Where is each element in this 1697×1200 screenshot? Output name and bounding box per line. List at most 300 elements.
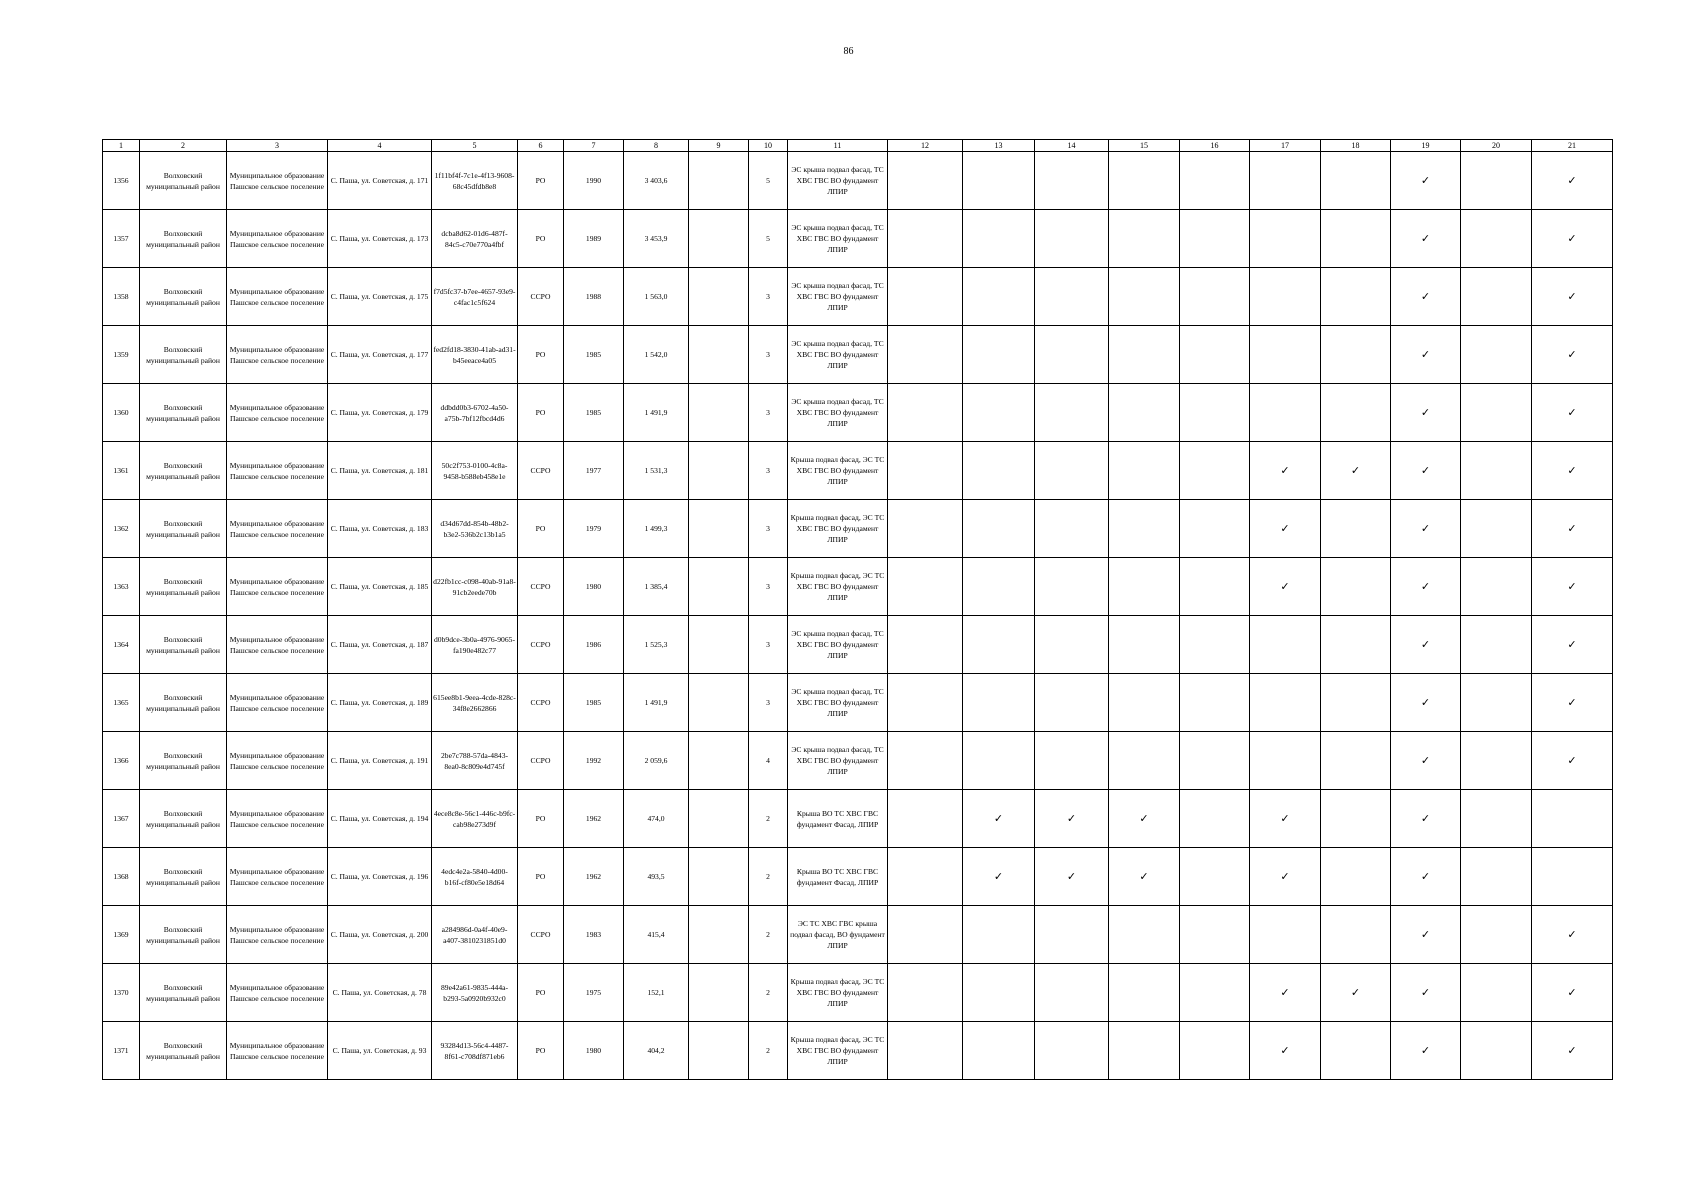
- col18-cell: [1321, 268, 1391, 326]
- col19-cell: ✓: [1391, 616, 1461, 674]
- table-row: [103, 558, 1613, 616]
- table-row: [103, 906, 1613, 964]
- table-row: [103, 732, 1613, 790]
- floors-cell: 3: [749, 616, 788, 674]
- col16-cell: [1180, 268, 1250, 326]
- floors-cell: 3: [749, 326, 788, 384]
- col15-cell: [1109, 1022, 1180, 1080]
- ownership-cell: РО: [518, 1022, 564, 1080]
- col16-cell: [1180, 616, 1250, 674]
- row-number-cell: 1364: [103, 616, 140, 674]
- col9-cell: [689, 848, 749, 906]
- col13-cell: [963, 616, 1035, 674]
- district-cell: Волховский муниципальный район: [140, 1022, 227, 1080]
- district-cell: Волховский муниципальный район: [140, 326, 227, 384]
- area-cell: 2 059,6: [624, 732, 689, 790]
- address-cell: С. Паша, ул. Советская, д. 189: [328, 674, 432, 732]
- col9-cell: [689, 964, 749, 1022]
- district-cell: Волховский муниципальный район: [140, 558, 227, 616]
- district-cell: Волховский муниципальный район: [140, 500, 227, 558]
- municipality-cell: Муниципальное образование Пашское сельское поселение: [227, 384, 328, 442]
- year-cell: 1980: [564, 558, 624, 616]
- table-row: [103, 384, 1613, 442]
- col18-cell: [1321, 906, 1391, 964]
- col21-cell: ✓: [1532, 326, 1613, 384]
- col12-cell: [888, 558, 963, 616]
- col9-cell: [689, 210, 749, 268]
- col18-cell: [1321, 210, 1391, 268]
- district-cell: Волховский муниципальный район: [140, 268, 227, 326]
- works-list-cell: Крыша подвал фасад, ЭС ТС ХВС ГВС ВО фундамент ЛПИР: [788, 964, 888, 1022]
- col18-cell: [1321, 732, 1391, 790]
- works-list-cell: ЭС крыша подвал фасад, ТС ХВС ГВС ВО фундамент ЛПИР: [788, 616, 888, 674]
- row-number-cell: 1366: [103, 732, 140, 790]
- col14-cell: [1035, 558, 1109, 616]
- col12-cell: [888, 210, 963, 268]
- col9-cell: [689, 558, 749, 616]
- row-number-cell: 1361: [103, 442, 140, 500]
- col21-cell: ✓: [1532, 384, 1613, 442]
- col21-cell: ✓: [1532, 732, 1613, 790]
- table-row: [103, 964, 1613, 1022]
- row-number-cell: 1362: [103, 500, 140, 558]
- col18-cell: [1321, 790, 1391, 848]
- col21-cell: [1532, 848, 1613, 906]
- col20-cell: [1461, 558, 1532, 616]
- col21-cell: ✓: [1532, 616, 1613, 674]
- col13-cell: [963, 152, 1035, 210]
- col16-cell: [1180, 732, 1250, 790]
- col18-cell: [1321, 848, 1391, 906]
- col14-cell: [1035, 152, 1109, 210]
- floors-cell: 4: [749, 732, 788, 790]
- area-cell: 1 531,3: [624, 442, 689, 500]
- col19-cell: ✓: [1391, 500, 1461, 558]
- table-row: [103, 326, 1613, 384]
- column-number-header: 19: [1391, 140, 1461, 152]
- municipality-cell: Муниципальное образование Пашское сельское поселение: [227, 964, 328, 1022]
- col15-cell: [1109, 674, 1180, 732]
- col16-cell: [1180, 152, 1250, 210]
- row-number-cell: 1357: [103, 210, 140, 268]
- col19-cell: ✓: [1391, 442, 1461, 500]
- column-number-header: 9: [689, 140, 749, 152]
- house-uid-cell: 2be7c788-57da-4843-8ea0-8c809e4d745f: [432, 732, 518, 790]
- column-number-header: 7: [564, 140, 624, 152]
- floors-cell: 3: [749, 384, 788, 442]
- year-cell: 1988: [564, 268, 624, 326]
- works-list-cell: Крыша подвал фасад, ЭС ТС ХВС ГВС ВО фундамент ЛПИР: [788, 558, 888, 616]
- house-uid-cell: 4ece8c8e-56c1-446c-b9fc-cab98e273d9f: [432, 790, 518, 848]
- address-cell: С. Паша, ул. Советская, д. 200: [328, 906, 432, 964]
- year-cell: 1962: [564, 790, 624, 848]
- col15-cell: [1109, 732, 1180, 790]
- col21-cell: ✓: [1532, 906, 1613, 964]
- col21-cell: ✓: [1532, 558, 1613, 616]
- works-list-cell: ЭС крыша подвал фасад, ТС ХВС ГВС ВО фундамент ЛПИР: [788, 326, 888, 384]
- col14-cell: ✓: [1035, 790, 1109, 848]
- col13-cell: [963, 326, 1035, 384]
- column-number-header: 2: [140, 140, 227, 152]
- col12-cell: [888, 906, 963, 964]
- col17-cell: [1250, 210, 1321, 268]
- col13-cell: ✓: [963, 848, 1035, 906]
- col9-cell: [689, 384, 749, 442]
- works-list-cell: ЭС крыша подвал фасад, ТС ХВС ГВС ВО фундамент ЛПИР: [788, 732, 888, 790]
- col16-cell: [1180, 500, 1250, 558]
- col12-cell: [888, 790, 963, 848]
- col19-cell: ✓: [1391, 906, 1461, 964]
- col15-cell: [1109, 152, 1180, 210]
- col15-cell: [1109, 964, 1180, 1022]
- table-row: [103, 152, 1613, 210]
- works-list-cell: Крыша подвал фасад, ЭС ТС ХВС ГВС ВО фундамент ЛПИР: [788, 500, 888, 558]
- municipality-cell: Муниципальное образование Пашское сельское поселение: [227, 500, 328, 558]
- ownership-cell: ССРО: [518, 616, 564, 674]
- house-uid-cell: 1f11bf4f-7c1e-4f13-9608-68c45dfdb8e8: [432, 152, 518, 210]
- ownership-cell: РО: [518, 384, 564, 442]
- col9-cell: [689, 732, 749, 790]
- col14-cell: [1035, 616, 1109, 674]
- col16-cell: [1180, 674, 1250, 732]
- municipality-cell: Муниципальное образование Пашское сельское поселение: [227, 210, 328, 268]
- col9-cell: [689, 326, 749, 384]
- district-cell: Волховский муниципальный район: [140, 848, 227, 906]
- address-cell: С. Паша, ул. Советская, д. 93: [328, 1022, 432, 1080]
- col18-cell: ✓: [1321, 442, 1391, 500]
- col21-cell: [1532, 790, 1613, 848]
- col12-cell: [888, 848, 963, 906]
- house-uid-cell: d0b9dce-3b0a-4976-9065-fa190e482c77: [432, 616, 518, 674]
- floors-cell: 5: [749, 152, 788, 210]
- works-list-cell: Крыша ВО ТС ХВС ГВС фундамент Фасад, ЛПИР: [788, 790, 888, 848]
- area-cell: 1 491,9: [624, 674, 689, 732]
- col17-cell: [1250, 674, 1321, 732]
- area-cell: 1 491,9: [624, 384, 689, 442]
- col16-cell: [1180, 558, 1250, 616]
- col18-cell: [1321, 616, 1391, 674]
- column-number-header: 10: [749, 140, 788, 152]
- col18-cell: [1321, 558, 1391, 616]
- column-number-header: 1: [103, 140, 140, 152]
- works-list-cell: Крыша подвал фасад, ЭС ТС ХВС ГВС ВО фундамент ЛПИР: [788, 1022, 888, 1080]
- district-cell: Волховский муниципальный район: [140, 384, 227, 442]
- col21-cell: ✓: [1532, 442, 1613, 500]
- area-cell: 415,4: [624, 906, 689, 964]
- col12-cell: [888, 442, 963, 500]
- col13-cell: [963, 442, 1035, 500]
- col15-cell: [1109, 500, 1180, 558]
- ownership-cell: ССРО: [518, 558, 564, 616]
- col20-cell: [1461, 268, 1532, 326]
- house-uid-cell: d22fb1cc-c098-40ab-91a8-91cb2eede70b: [432, 558, 518, 616]
- row-number-cell: 1359: [103, 326, 140, 384]
- district-cell: Волховский муниципальный район: [140, 210, 227, 268]
- area-cell: 3 453,9: [624, 210, 689, 268]
- col19-cell: ✓: [1391, 732, 1461, 790]
- house-uid-cell: ddbdd0b3-6702-4a50-a75b-7bf12fbcd4d6: [432, 384, 518, 442]
- col17-cell: ✓: [1250, 1022, 1321, 1080]
- floors-cell: 3: [749, 500, 788, 558]
- col14-cell: ✓: [1035, 848, 1109, 906]
- municipality-cell: Муниципальное образование Пашское сельское поселение: [227, 1022, 328, 1080]
- col9-cell: [689, 442, 749, 500]
- col15-cell: [1109, 210, 1180, 268]
- area-cell: 1 499,3: [624, 500, 689, 558]
- housing-register-table: [102, 139, 1613, 1080]
- col16-cell: [1180, 906, 1250, 964]
- col12-cell: [888, 152, 963, 210]
- col17-cell: ✓: [1250, 558, 1321, 616]
- ownership-cell: РО: [518, 326, 564, 384]
- col17-cell: ✓: [1250, 442, 1321, 500]
- works-list-cell: ЭС крыша подвал фасад, ТС ХВС ГВС ВО фундамент ЛПИР: [788, 210, 888, 268]
- ownership-cell: РО: [518, 152, 564, 210]
- year-cell: 1990: [564, 152, 624, 210]
- area-cell: 1 385,4: [624, 558, 689, 616]
- col19-cell: ✓: [1391, 384, 1461, 442]
- area-cell: 1 542,0: [624, 326, 689, 384]
- col20-cell: [1461, 616, 1532, 674]
- table-row: [103, 790, 1613, 848]
- column-number-header: 20: [1461, 140, 1532, 152]
- col9-cell: [689, 906, 749, 964]
- col17-cell: [1250, 326, 1321, 384]
- row-number-cell: 1358: [103, 268, 140, 326]
- municipality-cell: Муниципальное образование Пашское сельское поселение: [227, 268, 328, 326]
- address-cell: С. Паша, ул. Советская, д. 173: [328, 210, 432, 268]
- col17-cell: [1250, 152, 1321, 210]
- district-cell: Волховский муниципальный район: [140, 442, 227, 500]
- district-cell: Волховский муниципальный район: [140, 152, 227, 210]
- table-row: [103, 442, 1613, 500]
- col16-cell: [1180, 848, 1250, 906]
- col15-cell: [1109, 616, 1180, 674]
- table-row: [103, 616, 1613, 674]
- address-cell: С. Паша, ул. Советская, д. 171: [328, 152, 432, 210]
- col16-cell: [1180, 384, 1250, 442]
- col19-cell: ✓: [1391, 558, 1461, 616]
- col18-cell: [1321, 326, 1391, 384]
- ownership-cell: ССРО: [518, 442, 564, 500]
- col12-cell: [888, 326, 963, 384]
- col20-cell: [1461, 442, 1532, 500]
- year-cell: 1979: [564, 500, 624, 558]
- municipality-cell: Муниципальное образование Пашское сельское поселение: [227, 674, 328, 732]
- row-number-cell: 1356: [103, 152, 140, 210]
- district-cell: Волховский муниципальный район: [140, 964, 227, 1022]
- address-cell: С. Паша, ул. Советская, д. 194: [328, 790, 432, 848]
- col13-cell: [963, 906, 1035, 964]
- col20-cell: [1461, 906, 1532, 964]
- col13-cell: [963, 558, 1035, 616]
- col19-cell: ✓: [1391, 1022, 1461, 1080]
- row-number-cell: 1369: [103, 906, 140, 964]
- col14-cell: [1035, 906, 1109, 964]
- house-uid-cell: 4edc4e2a-5840-4d00-b16f-cf80e5e18d64: [432, 848, 518, 906]
- address-cell: С. Паша, ул. Советская, д. 181: [328, 442, 432, 500]
- district-cell: Волховский муниципальный район: [140, 906, 227, 964]
- area-cell: 1 525,3: [624, 616, 689, 674]
- municipality-cell: Муниципальное образование Пашское сельское поселение: [227, 906, 328, 964]
- district-cell: Волховский муниципальный район: [140, 674, 227, 732]
- house-uid-cell: f7d5fc37-b7ee-4657-93e9-c4fac1c5f624: [432, 268, 518, 326]
- col20-cell: [1461, 674, 1532, 732]
- address-cell: С. Паша, ул. Советская, д. 187: [328, 616, 432, 674]
- col18-cell: [1321, 500, 1391, 558]
- year-cell: 1980: [564, 1022, 624, 1080]
- col17-cell: ✓: [1250, 790, 1321, 848]
- ownership-cell: РО: [518, 210, 564, 268]
- col20-cell: [1461, 848, 1532, 906]
- address-cell: С. Паша, ул. Советская, д. 78: [328, 964, 432, 1022]
- column-number-header: 12: [888, 140, 963, 152]
- col14-cell: [1035, 732, 1109, 790]
- col18-cell: [1321, 1022, 1391, 1080]
- col20-cell: [1461, 964, 1532, 1022]
- col15-cell: [1109, 906, 1180, 964]
- col20-cell: [1461, 732, 1532, 790]
- col21-cell: ✓: [1532, 152, 1613, 210]
- row-number-cell: 1368: [103, 848, 140, 906]
- ownership-cell: ССРО: [518, 906, 564, 964]
- floors-cell: 3: [749, 558, 788, 616]
- col21-cell: ✓: [1532, 210, 1613, 268]
- column-number-header: 4: [328, 140, 432, 152]
- col18-cell: [1321, 674, 1391, 732]
- col15-cell: ✓: [1109, 848, 1180, 906]
- col19-cell: ✓: [1391, 268, 1461, 326]
- column-number-header: 3: [227, 140, 328, 152]
- row-number-cell: 1370: [103, 964, 140, 1022]
- column-number-header: 5: [432, 140, 518, 152]
- house-uid-cell: 93284d13-56c4-4487-8f61-c708df871eb6: [432, 1022, 518, 1080]
- col17-cell: [1250, 384, 1321, 442]
- municipality-cell: Муниципальное образование Пашское сельское поселение: [227, 616, 328, 674]
- col13-cell: [963, 674, 1035, 732]
- floors-cell: 2: [749, 848, 788, 906]
- address-cell: С. Паша, ул. Советская, д. 196: [328, 848, 432, 906]
- col20-cell: [1461, 500, 1532, 558]
- column-number-header: 18: [1321, 140, 1391, 152]
- district-cell: Волховский муниципальный район: [140, 790, 227, 848]
- ownership-cell: РО: [518, 790, 564, 848]
- col14-cell: [1035, 1022, 1109, 1080]
- table-row: [103, 500, 1613, 558]
- area-cell: 152,1: [624, 964, 689, 1022]
- address-cell: С. Паша, ул. Советская, д. 191: [328, 732, 432, 790]
- table-row: [103, 268, 1613, 326]
- address-cell: С. Паша, ул. Советская, д. 179: [328, 384, 432, 442]
- year-cell: 1989: [564, 210, 624, 268]
- col14-cell: [1035, 674, 1109, 732]
- area-cell: 3 403,6: [624, 152, 689, 210]
- col21-cell: ✓: [1532, 1022, 1613, 1080]
- col19-cell: ✓: [1391, 848, 1461, 906]
- col12-cell: [888, 616, 963, 674]
- col19-cell: ✓: [1391, 790, 1461, 848]
- municipality-cell: Муниципальное образование Пашское сельское поселение: [227, 152, 328, 210]
- col13-cell: [963, 268, 1035, 326]
- col13-cell: [963, 384, 1035, 442]
- col20-cell: [1461, 210, 1532, 268]
- col20-cell: [1461, 384, 1532, 442]
- col12-cell: [888, 732, 963, 790]
- ownership-cell: ССРО: [518, 732, 564, 790]
- col16-cell: [1180, 210, 1250, 268]
- col9-cell: [689, 616, 749, 674]
- row-number-cell: 1360: [103, 384, 140, 442]
- col14-cell: [1035, 500, 1109, 558]
- column-number-header: 17: [1250, 140, 1321, 152]
- col12-cell: [888, 964, 963, 1022]
- col17-cell: [1250, 906, 1321, 964]
- col15-cell: [1109, 384, 1180, 442]
- works-list-cell: ЭС крыша подвал фасад, ТС ХВС ГВС ВО фундамент ЛПИР: [788, 674, 888, 732]
- floors-cell: 5: [749, 210, 788, 268]
- municipality-cell: Муниципальное образование Пашское сельское поселение: [227, 732, 328, 790]
- area-cell: 404,2: [624, 1022, 689, 1080]
- col19-cell: ✓: [1391, 210, 1461, 268]
- col13-cell: ✓: [963, 790, 1035, 848]
- row-number-cell: 1367: [103, 790, 140, 848]
- col12-cell: [888, 268, 963, 326]
- col12-cell: [888, 500, 963, 558]
- house-uid-cell: 615ee8b1-9eea-4cde-828c-34f8e2662866: [432, 674, 518, 732]
- floors-cell: 3: [749, 674, 788, 732]
- col17-cell: ✓: [1250, 848, 1321, 906]
- column-number-header: 13: [963, 140, 1035, 152]
- col16-cell: [1180, 442, 1250, 500]
- col20-cell: [1461, 790, 1532, 848]
- house-uid-cell: fed2fd18-3830-41ab-ad31-b45eeace4a05: [432, 326, 518, 384]
- col20-cell: [1461, 1022, 1532, 1080]
- col14-cell: [1035, 326, 1109, 384]
- house-uid-cell: dcba8d62-01d6-487f-84c5-c70e770a4fbf: [432, 210, 518, 268]
- floors-cell: 3: [749, 442, 788, 500]
- floors-cell: 2: [749, 1022, 788, 1080]
- col19-cell: ✓: [1391, 152, 1461, 210]
- floors-cell: 2: [749, 790, 788, 848]
- municipality-cell: Муниципальное образование Пашское сельское поселение: [227, 848, 328, 906]
- ownership-cell: ССРО: [518, 674, 564, 732]
- works-list-cell: ЭС крыша подвал фасад, ТС ХВС ГВС ВО фундамент ЛПИР: [788, 268, 888, 326]
- col15-cell: [1109, 558, 1180, 616]
- col12-cell: [888, 384, 963, 442]
- district-cell: Волховский муниципальный район: [140, 732, 227, 790]
- col9-cell: [689, 152, 749, 210]
- column-number-header: 15: [1109, 140, 1180, 152]
- table-row: [103, 210, 1613, 268]
- area-cell: 1 563,0: [624, 268, 689, 326]
- year-cell: 1975: [564, 964, 624, 1022]
- col14-cell: [1035, 384, 1109, 442]
- floors-cell: 2: [749, 906, 788, 964]
- house-uid-cell: d34d67dd-854b-48b2-b3e2-536b2c13b1a5: [432, 500, 518, 558]
- col13-cell: [963, 500, 1035, 558]
- col9-cell: [689, 674, 749, 732]
- col14-cell: [1035, 210, 1109, 268]
- row-number-cell: 1371: [103, 1022, 140, 1080]
- col9-cell: [689, 790, 749, 848]
- col19-cell: ✓: [1391, 674, 1461, 732]
- floors-cell: 2: [749, 964, 788, 1022]
- col21-cell: ✓: [1532, 674, 1613, 732]
- col15-cell: ✓: [1109, 790, 1180, 848]
- address-cell: С. Паша, ул. Советская, д. 185: [328, 558, 432, 616]
- ownership-cell: РО: [518, 500, 564, 558]
- col18-cell: [1321, 384, 1391, 442]
